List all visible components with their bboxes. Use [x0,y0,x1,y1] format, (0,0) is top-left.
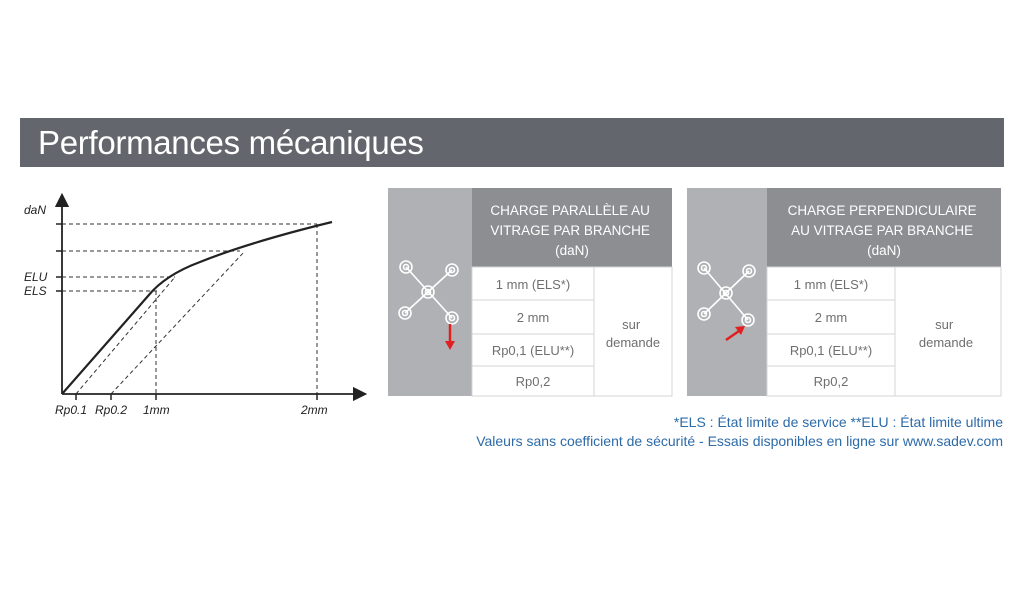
table-header-line: CHARGE PARALLÈLE AU [490,203,650,218]
axis-ticks [56,224,317,400]
table-value: demande [605,335,661,350]
section-title: Performances mécaniques [38,124,424,161]
load-curve [62,222,332,394]
table-row-label: Rp0,2 [813,374,849,389]
table-value: sur [935,317,954,332]
table-header-line: (daN) [867,243,901,258]
rp01-label: Rp0.1 [55,403,88,417]
2mm-label: 2mm [301,403,328,417]
table-row-label: Rp0,1 (ELU**) [789,343,873,358]
table-row-label: Rp0,1 (ELU**) [491,343,575,358]
graph-guide-lines [62,224,317,394]
y-axis-label: daN [24,203,47,217]
table-header-line: AU VITRAGE PAR BRANCHE [791,223,974,238]
table-perpendicular [687,188,1001,396]
table-header-line: VITRAGE PAR BRANCHE [490,223,650,238]
elu-label: ELU [24,270,48,284]
table-row-label: 2 mm [814,310,848,325]
rp02-label: Rp0.2 [95,403,128,417]
table-value: sur [622,317,641,332]
table-row-label: 1 mm (ELS*) [793,277,869,292]
table-header-line: (daN) [555,243,589,258]
els-label: ELS [24,284,47,298]
1mm-label: 1mm [143,403,170,417]
footnote-definitions: *ELS : État limite de service **ELU : État limite ultime [673,414,1003,430]
table-row-label: Rp0,2 [515,374,551,389]
footnote-disclaimer: Valeurs sans coefficient de sécurité - Essais disponibles en ligne sur www.sadev.com [476,433,1003,449]
load-deformation-graph [24,200,360,417]
table-row-label: 1 mm (ELS*) [495,277,571,292]
table-header-line: CHARGE PERPENDICULAIRE [787,203,977,218]
table-parallel [388,188,672,396]
table-row-label: 2 mm [516,310,550,325]
table-value: demande [918,335,974,350]
